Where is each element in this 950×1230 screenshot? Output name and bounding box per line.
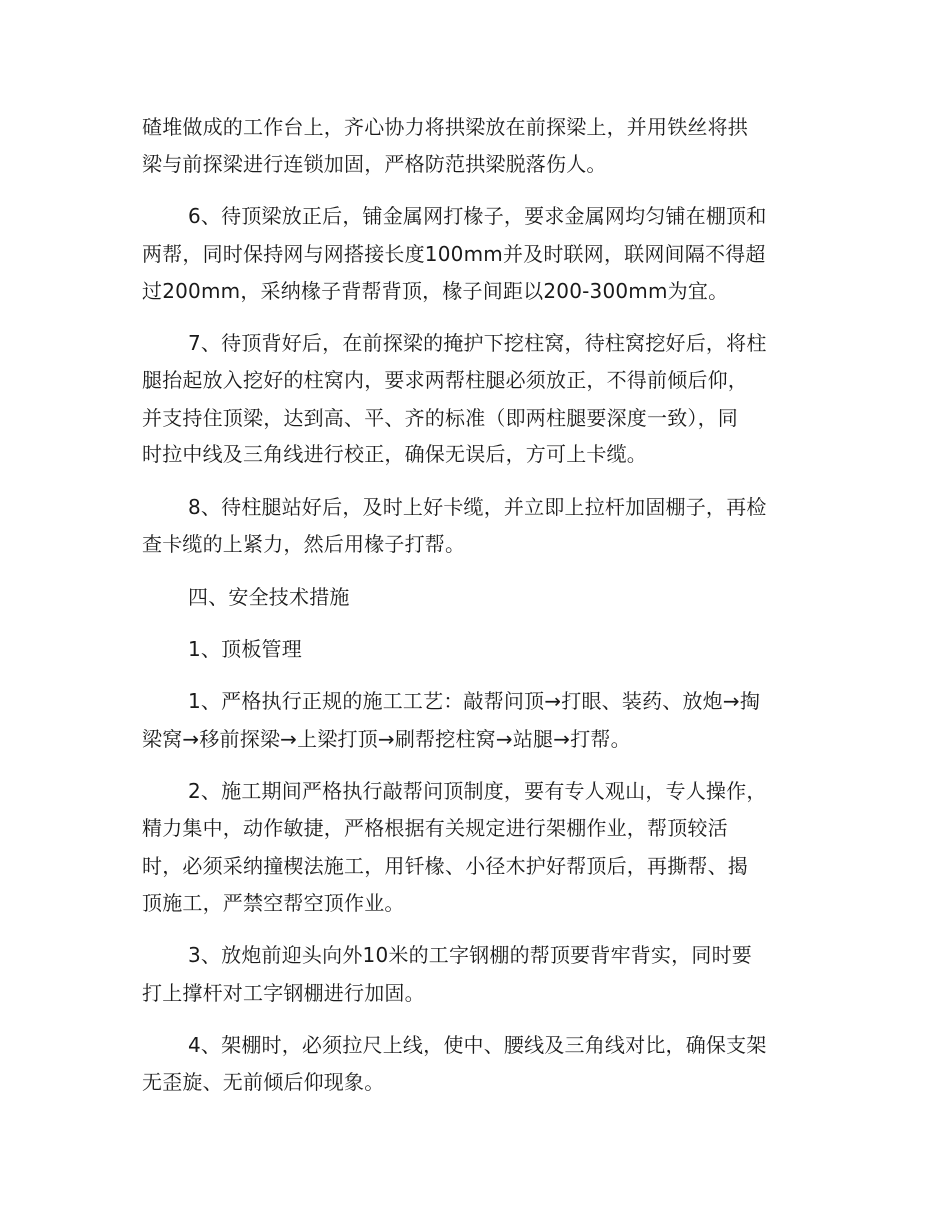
text-line: 4、架棚时，必须拉尺上线，使中、腰线及三角线对比，确保支架 <box>188 1033 767 1057</box>
text-line: 8、待柱腿站好后，及时上好卡缆，并立即上拉杆加固棚子，再检 <box>188 495 767 519</box>
section-heading: 四、安全技术措施 <box>188 585 350 609</box>
text-line: 过200mm，采纳椽子背帮背顶，椽子间距以200-300mm为宜。 <box>142 279 729 303</box>
text-line: 无歪旋、无前倾后仰现象。 <box>142 1070 385 1094</box>
subsection-heading: 1、顶板管理 <box>188 637 302 661</box>
text-line: 精力集中，动作敏捷，严格根据有关规定进行架棚作业，帮顶较活 <box>142 816 728 840</box>
text-line: 顶施工，严禁空帮空顶作业。 <box>142 891 405 915</box>
text-line: 梁与前探梁进行连锁加固，严格防范拱梁脱落伤人。 <box>142 152 607 176</box>
text-line: 查卡缆的上紧力，然后用椽子打帮。 <box>142 532 466 556</box>
text-line: 打上撑杆对工字钢棚进行加固。 <box>142 981 425 1005</box>
text-line: 两帮，同时保持网与网搭接长度100mm并及时联网，联网间隔不得超 <box>142 242 766 266</box>
text-line: 腿抬起放入挖好的柱窝内，要求两帮柱腿必须放正，不得前倾后仰， <box>142 368 748 392</box>
text-line: 3、放炮前迎头向外10米的工字钢棚的帮顶要背牢背实，同时要 <box>188 943 752 967</box>
text-line: 2、施工期间严格执行敲帮问顶制度，要有专人观山，专人操作， <box>188 779 767 803</box>
text-line: 梁窝→移前探梁→上梁打顶→刷帮挖柱窝→站腿→打帮。 <box>142 727 631 751</box>
text-line: 1、严格执行正规的施工工艺：敲帮问顶→打眼、装药、放炮→掏 <box>188 689 761 713</box>
text-line: 时，必须采纳撞楔法施工，用钎椽、小径木护好帮顶后，再撕帮、揭 <box>142 854 748 878</box>
text-line: 6、待顶梁放正后，铺金属网打椽子，要求金属网均匀铺在棚顶和 <box>188 204 767 228</box>
text-line: 7、待顶背好后，在前探梁的掩护下挖柱窝，待柱窝挖好后，将柱 <box>188 331 767 355</box>
text-line: 时拉中线及三角线进行校正，确保无误后，方可上卡缆。 <box>142 442 647 466</box>
text-line: 碴堆做成的工作台上，齐心协力将拱梁放在前探梁上，并用铁丝将拱 <box>142 115 748 139</box>
text-line: 并支持住顶梁，达到高、平、齐的标准（即两柱腿要深度一致），同 <box>142 406 738 430</box>
